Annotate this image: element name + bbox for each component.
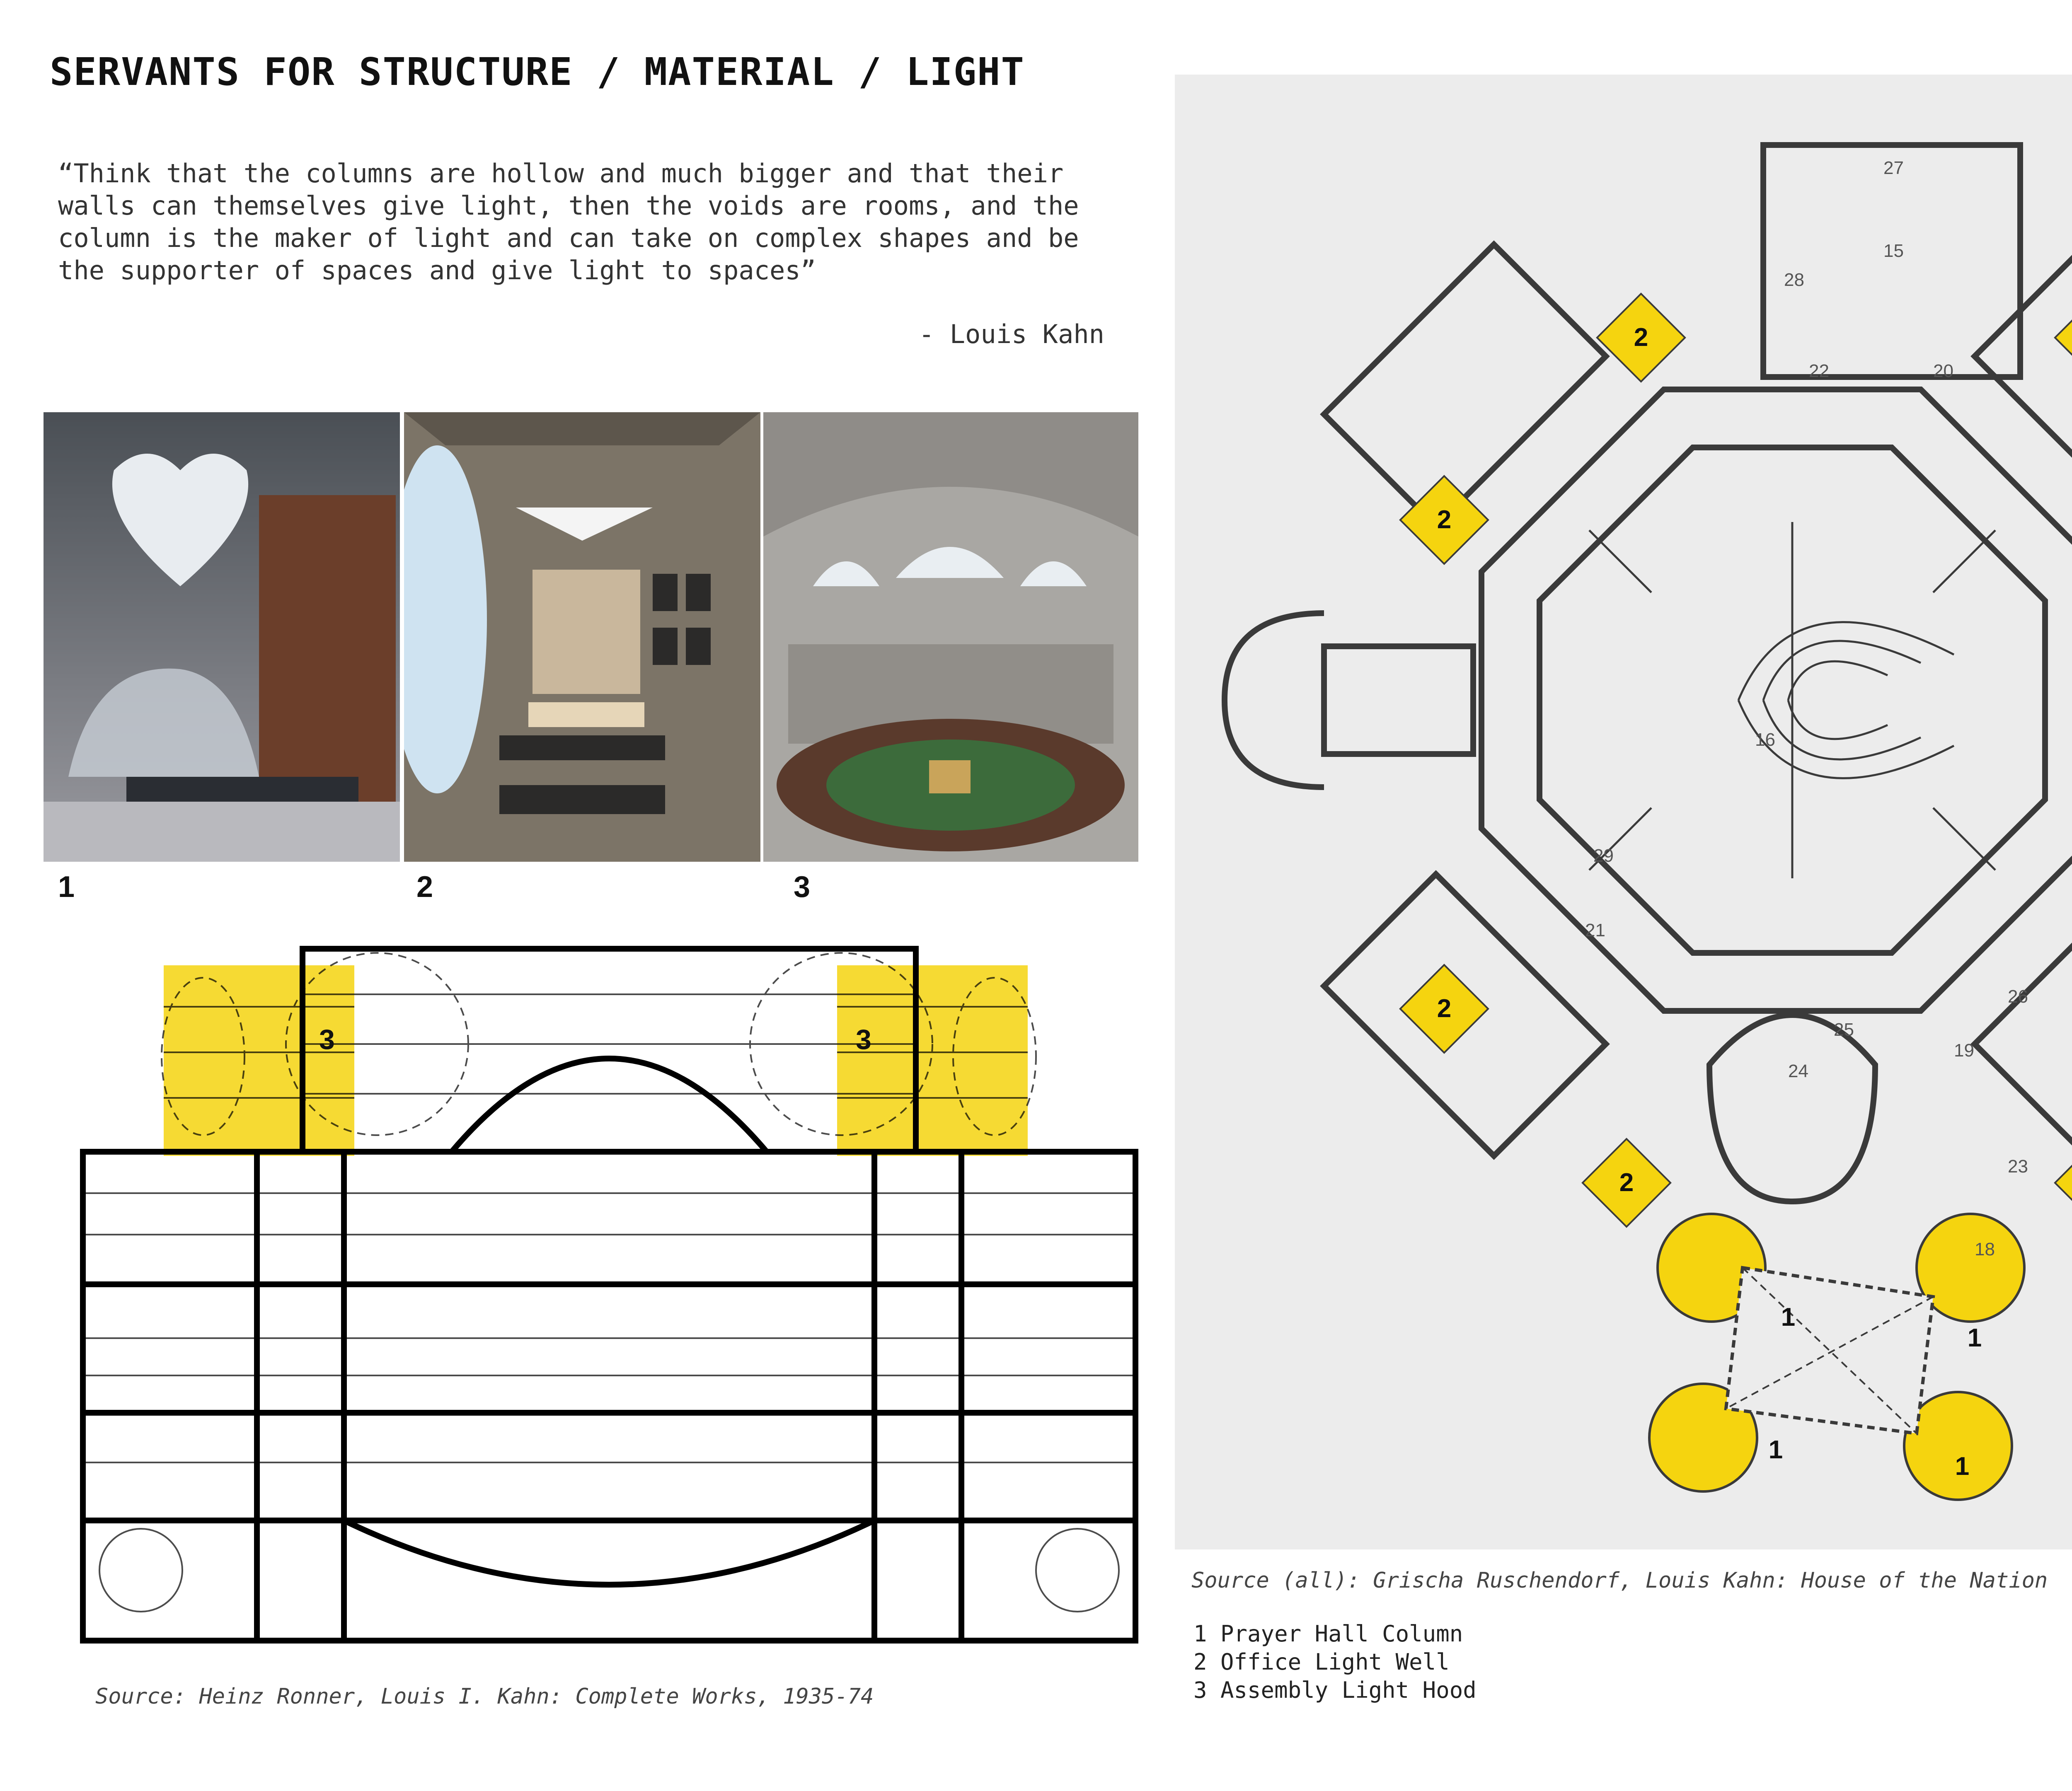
room-number: 23 [2008, 1156, 2028, 1177]
photo-assembly-chamber [763, 412, 1138, 862]
room-number: 28 [1784, 270, 1804, 290]
section-source-caption: Source: Heinz Ronner, Louis I. Kahn: Complete Works, 1935-74 [95, 1684, 874, 1709]
plan-source-caption: Source (all): Grischa Ruschendorf, Louis Kahn: House of the Nation [1191, 1568, 2048, 1593]
room-number: 19 [1954, 1040, 1974, 1061]
floor-plan [1175, 75, 2072, 1549]
page-title: SERVANTS FOR STRUCTURE / MATERIAL / LIGHT [50, 50, 1025, 94]
room-number: 22 [1809, 361, 1829, 381]
column-label: 1 [1768, 1436, 1783, 1464]
quote-author: - Louis Kahn [919, 319, 1104, 349]
room-number: 26 [2008, 986, 2028, 1007]
room-number: 21 [1585, 920, 1605, 940]
kahn-quote: “Think that the columns are hollow and much bigger and that their walls can themselves give light, then the voids are rooms, and the column is the maker of light and can take on complex shapes and be the supporter of spaces and give light to spaces” [58, 158, 1079, 285]
light-well-label: 2 [1619, 1168, 1634, 1197]
section-label-right: 3 [856, 1024, 871, 1055]
room-number: 20 [1933, 361, 1953, 381]
photo-light-well [404, 412, 760, 862]
column-label: 1 [1781, 1303, 1796, 1332]
photo-number-1: 1 [58, 870, 75, 904]
light-well-label: 2 [1437, 505, 1452, 534]
room-number: 25 [1834, 1020, 1854, 1040]
legend-item-1: 1 Prayer Hall Column [1193, 1621, 1463, 1647]
photo-number-2: 2 [416, 870, 433, 904]
room-number: 24 [1788, 1061, 1808, 1081]
photo-prayer-hall [44, 412, 400, 862]
light-well-label: 2 [1437, 994, 1452, 1023]
room-number: 29 [1593, 846, 1614, 866]
room-number: 15 [1883, 241, 1904, 261]
column-label: 1 [1955, 1452, 1970, 1481]
photo-number-3: 3 [794, 870, 811, 904]
room-number: 18 [1975, 1239, 1995, 1259]
room-number: 16 [1755, 730, 1775, 750]
legend-item-2: 2 Office Light Well [1193, 1649, 1450, 1675]
legend-item-3: 3 Assembly Light Hood [1193, 1677, 1477, 1703]
section-drawing [79, 945, 1140, 1657]
room-number: 27 [1883, 158, 1904, 178]
light-well-label: 2 [1634, 323, 1648, 352]
column-label: 1 [1967, 1324, 1982, 1352]
section-label-left: 3 [319, 1024, 335, 1055]
legend [1193, 1620, 1477, 1704]
